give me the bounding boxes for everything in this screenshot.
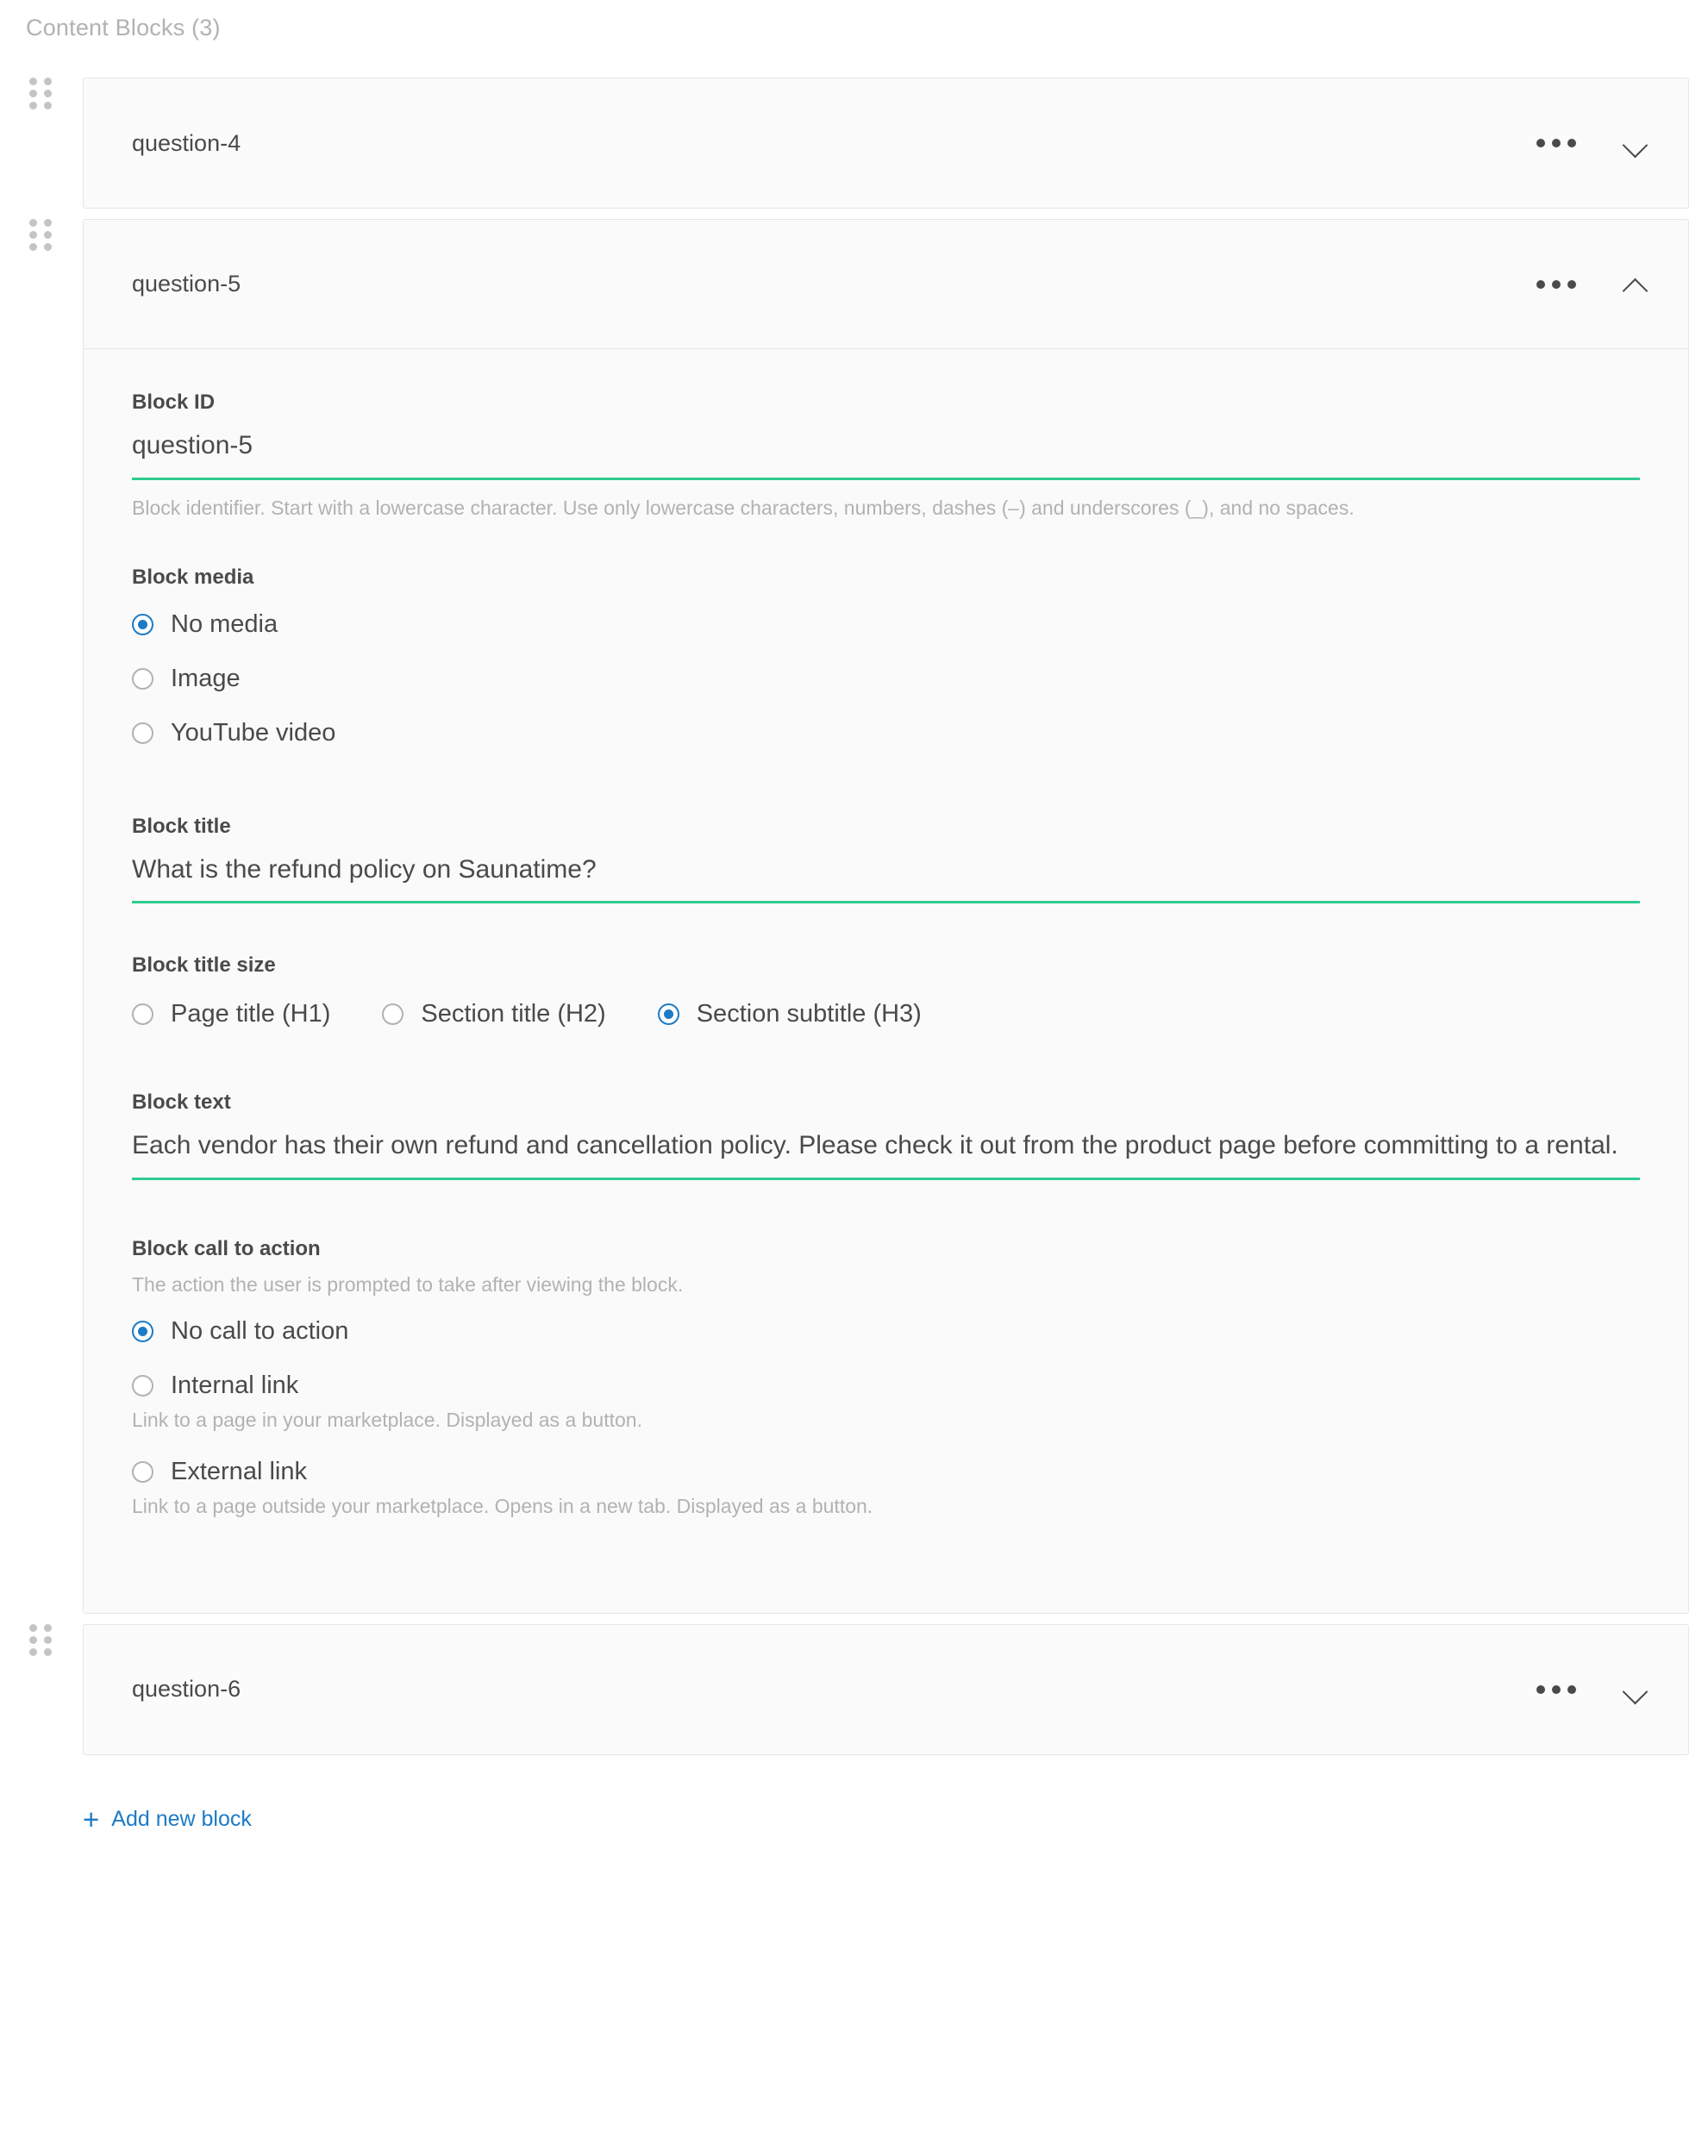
drag-dots-icon[interactable] — [29, 78, 53, 109]
radio-label: No call to action — [171, 1316, 349, 1345]
content-block-header[interactable] — [84, 1625, 1688, 1754]
radio-icon[interactable] — [658, 1003, 679, 1025]
radio-icon[interactable] — [132, 614, 153, 635]
content-block-card — [83, 78, 1689, 209]
block-id-label: Block ID — [132, 391, 216, 414]
content-blocks-list — [0, 78, 1708, 1755]
add-new-block-label: Add new block — [111, 1806, 252, 1831]
drag-handle[interactable] — [0, 78, 83, 109]
radio-option-youtube-video[interactable] — [132, 719, 1640, 747]
block-id-field-group — [132, 391, 1640, 522]
radio-label: Section subtitle (H3) — [696, 1000, 922, 1028]
radio-option-no-media[interactable] — [132, 610, 1640, 639]
content-block-row — [0, 219, 1708, 1614]
radio-option-section-title-h2[interactable] — [382, 1000, 605, 1028]
radio-label: External link — [171, 1457, 307, 1485]
radio-label: No media — [171, 609, 278, 638]
content-block-row — [0, 1624, 1708, 1755]
content-block-header[interactable] — [84, 220, 1688, 349]
content-block-body — [84, 349, 1688, 1613]
drag-dots-icon[interactable] — [29, 219, 53, 251]
radio-option-internal-link[interactable] — [132, 1372, 1640, 1400]
block-title-size-label: Block title size — [132, 953, 276, 978]
radio-icon[interactable] — [132, 1461, 153, 1483]
content-block-row — [0, 78, 1708, 209]
radio-option-section-subtitle-h3[interactable] — [658, 1000, 922, 1028]
chevron-up-icon[interactable] — [1621, 270, 1650, 299]
block-title-size-field-group — [132, 953, 1640, 1028]
drag-handle[interactable] — [0, 219, 83, 251]
block-title-input[interactable]: What is the refund policy on Saunatime? — [132, 851, 1640, 904]
block-text-label: Block text — [132, 1090, 231, 1115]
page-title: Content Blocks (3) — [26, 15, 221, 41]
radio-label: Internal link — [171, 1371, 299, 1399]
block-text-field-group — [132, 1090, 1640, 1180]
drag-dots-icon[interactable] — [29, 1624, 53, 1656]
radio-label: Page title (H1) — [171, 1000, 331, 1028]
content-block-header-actions — [1530, 270, 1650, 299]
radio-icon[interactable] — [132, 722, 153, 744]
block-cta-field-group — [132, 1237, 1640, 1518]
content-block-label: question-4 — [132, 129, 241, 156]
internal-link-helper-text: Link to a page in your marketplace. Displayed as a button. — [132, 1408, 642, 1431]
block-title-field-group — [132, 815, 1640, 904]
radio-label: Section title (H2) — [421, 1000, 606, 1028]
block-title-label: Block title — [132, 814, 231, 838]
radio-icon[interactable] — [382, 1003, 404, 1025]
radio-label: YouTube video — [171, 718, 336, 747]
block-cta-helper-text: The action the user is prompted to take after viewing the block. — [132, 1272, 684, 1296]
radio-option-no-call-to-action[interactable] — [132, 1317, 1640, 1346]
more-options-icon[interactable] — [1530, 1678, 1583, 1701]
content-block-header-actions — [1530, 128, 1650, 158]
drag-handle[interactable] — [0, 1624, 83, 1656]
more-options-icon[interactable] — [1530, 132, 1583, 154]
radio-icon[interactable] — [132, 1375, 153, 1397]
block-text-input[interactable]: Each vendor has their own refund and cancellation policy. Please check it out from the product page before committing to a rental. — [132, 1127, 1640, 1180]
content-block-header[interactable] — [84, 78, 1688, 208]
radio-label: Image — [171, 664, 241, 692]
chevron-down-icon[interactable] — [1621, 128, 1650, 158]
plus-icon: + — [83, 1803, 100, 1835]
add-new-block-button[interactable] — [0, 1765, 1708, 1835]
radio-option-image[interactable] — [132, 665, 1640, 693]
block-media-field-group — [132, 566, 1640, 747]
chevron-down-icon[interactable] — [1621, 1675, 1650, 1704]
content-block-label: question-6 — [132, 1676, 241, 1703]
radio-option-page-title-h1[interactable] — [132, 1000, 330, 1028]
external-link-helper-text: Link to a page outside your marketplace. Opens in a new tab. Displayed as a button. — [132, 1494, 873, 1517]
radio-icon[interactable] — [132, 1003, 153, 1025]
content-block-card — [83, 219, 1689, 1614]
radio-icon[interactable] — [132, 668, 153, 690]
block-id-helper-text: Block identifier. Start with a lowercase character. Use only lowercase characters, numbers, dashes (–) and underscores (_), and no spaces. — [132, 496, 1355, 519]
content-block-header-actions — [1530, 1675, 1650, 1704]
content-block-label: question-5 — [132, 271, 241, 297]
more-options-icon[interactable] — [1530, 273, 1583, 296]
block-id-input[interactable]: question-5 — [132, 427, 1640, 480]
block-cta-label: Block call to action — [132, 1236, 321, 1260]
radio-icon[interactable] — [132, 1321, 153, 1342]
content-block-card — [83, 1624, 1689, 1755]
radio-option-external-link[interactable] — [132, 1458, 1640, 1486]
block-media-label: Block media — [132, 565, 254, 589]
